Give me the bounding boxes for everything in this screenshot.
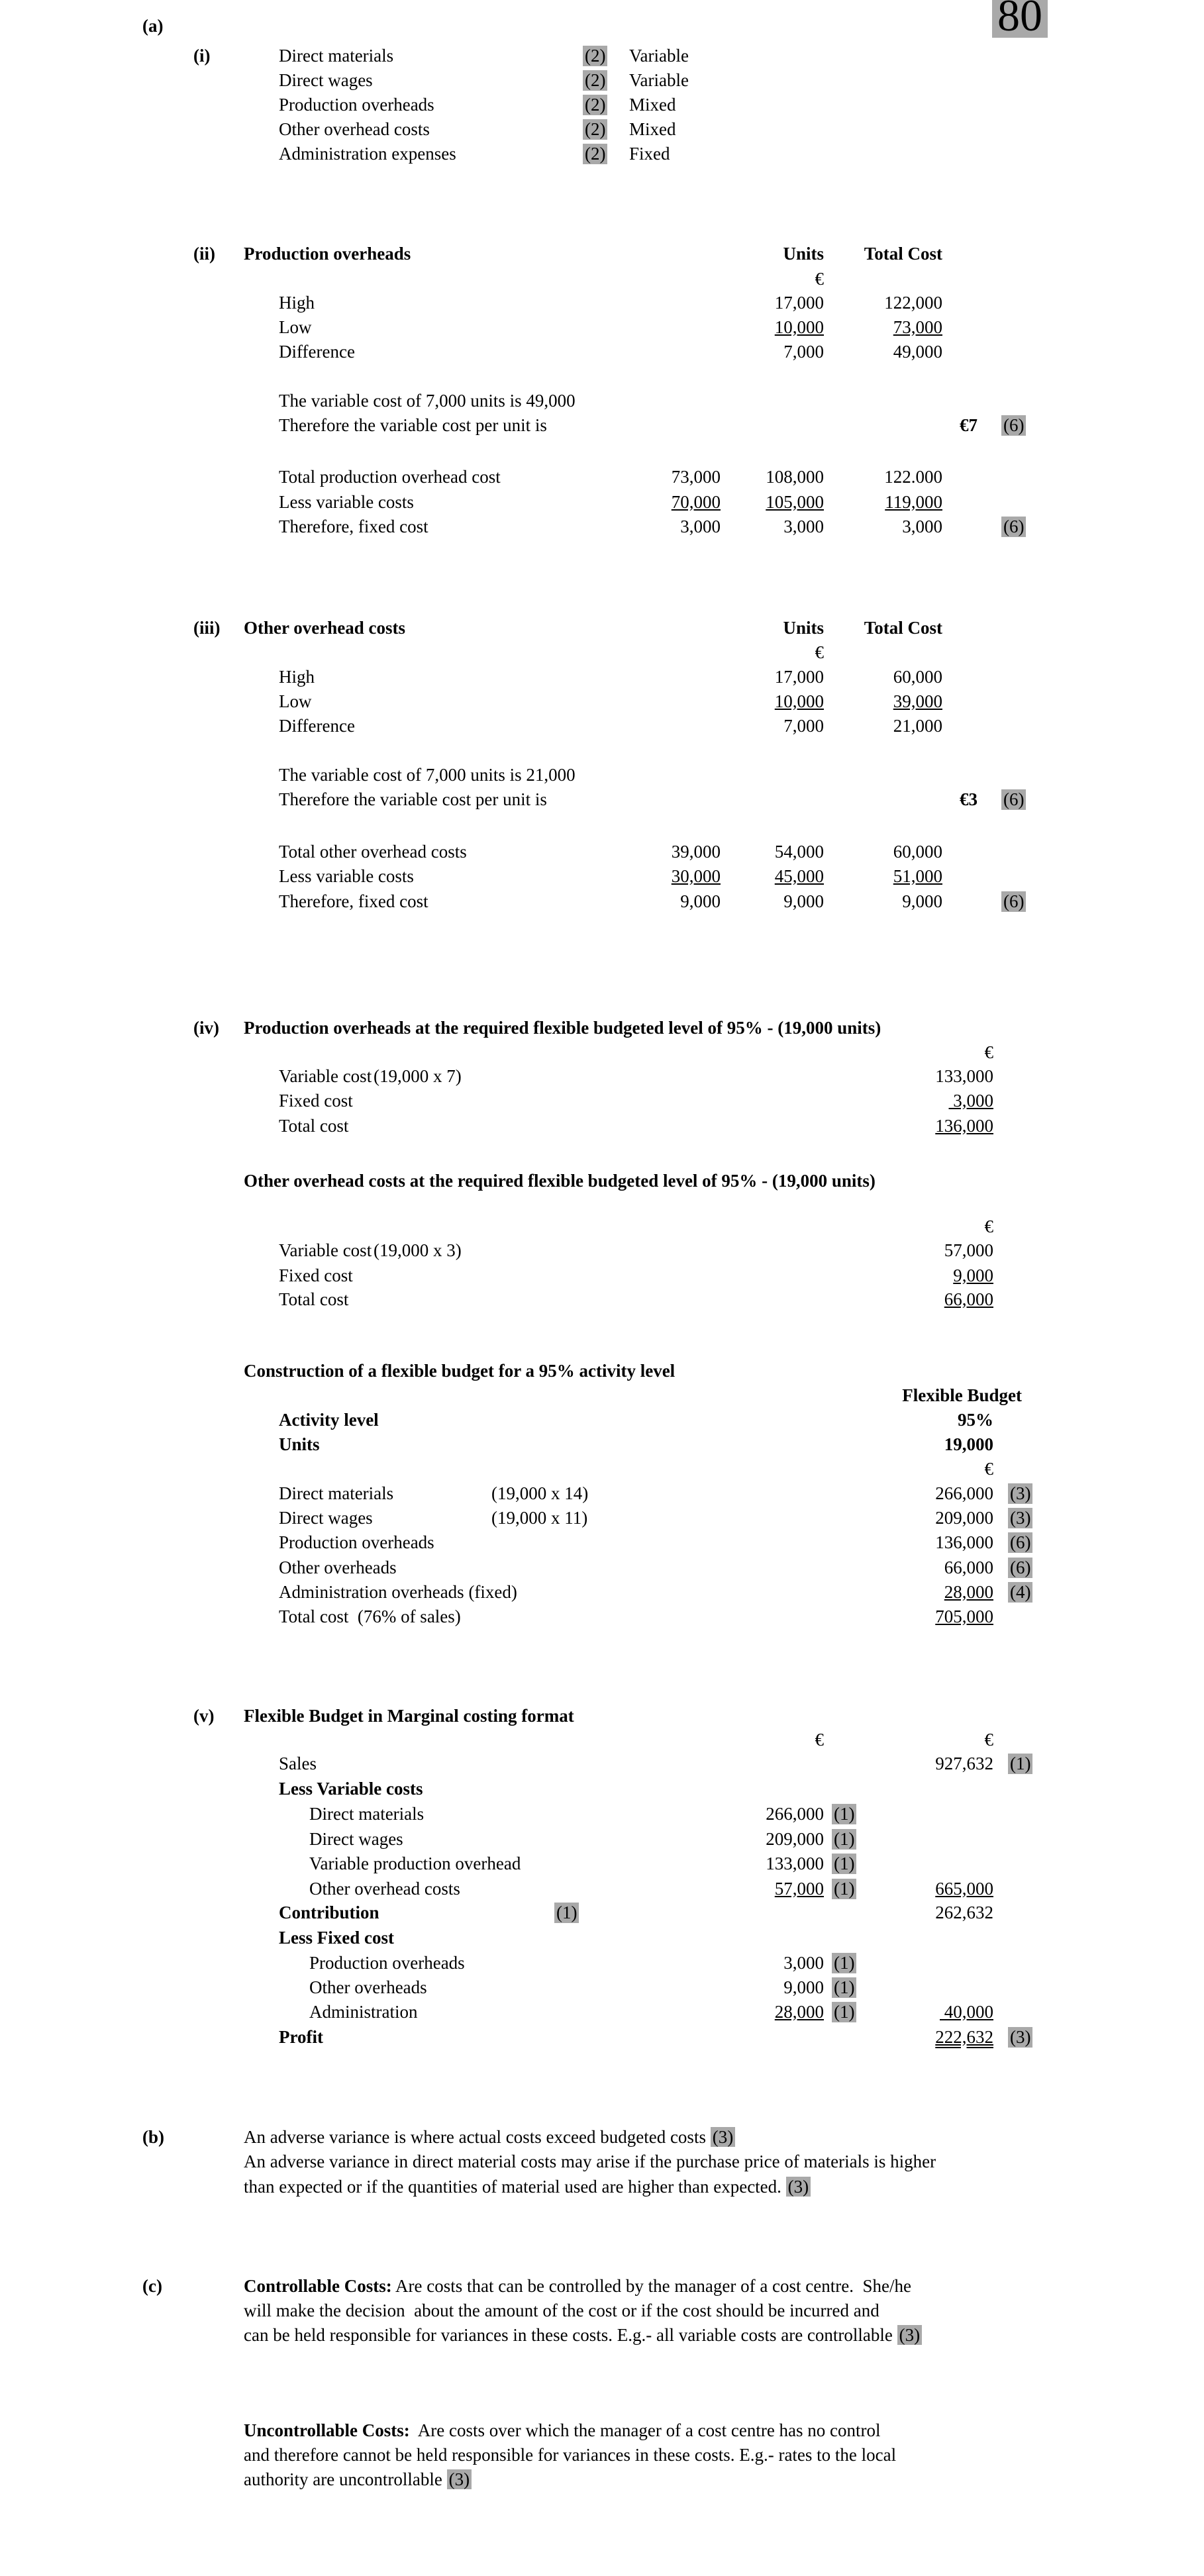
value-cell: 57,000 bbox=[774, 1879, 824, 1899]
table-row bbox=[0, 467, 1204, 493]
row-label: Less variable costs bbox=[279, 866, 414, 886]
row-label: Therefore, fixed cost bbox=[279, 517, 428, 536]
mark-badge: (3) bbox=[786, 2177, 811, 2197]
mark-badge: (1) bbox=[832, 1804, 856, 1824]
row-label: Other overheads bbox=[309, 1977, 427, 1997]
col-b-cell: 3,000 bbox=[783, 517, 824, 536]
part-v-header bbox=[0, 1706, 1204, 1732]
part-b-line bbox=[0, 2127, 1204, 2154]
budget-row bbox=[0, 1558, 1204, 1584]
mark-badge: (3) bbox=[1008, 1483, 1032, 1504]
budget-total-row bbox=[0, 1607, 1204, 1633]
euro-row bbox=[0, 269, 1204, 295]
section-b-label: (b) bbox=[142, 2127, 164, 2147]
value-cell: 209,000 bbox=[766, 1829, 824, 1849]
paragraph-line: authority are uncontrollable (3) bbox=[244, 2469, 472, 2490]
mark-badge: (3) bbox=[711, 2127, 735, 2147]
mark-badge: (3) bbox=[1008, 2027, 1032, 2048]
row-label: Variable cost bbox=[279, 1240, 372, 1260]
budget-row bbox=[0, 1582, 1204, 1609]
value-cell: 19,000 bbox=[944, 1434, 993, 1454]
less-fixed-heading bbox=[0, 1928, 1204, 1954]
col-b-cell: 54,000 bbox=[774, 842, 824, 862]
note-row bbox=[0, 765, 1204, 791]
variable-cost-row bbox=[0, 1829, 1204, 1856]
calc-row bbox=[0, 1240, 1204, 1267]
value-cell: 9,000 bbox=[953, 1265, 993, 1285]
subtotal-cell: 40,000 bbox=[940, 2002, 993, 2022]
contribution-row bbox=[0, 1903, 1204, 1929]
row-label: Fixed cost bbox=[279, 1091, 353, 1111]
col-a-cell: 3,000 bbox=[680, 517, 721, 536]
euro-row bbox=[0, 1042, 1204, 1069]
value-cell: 9,000 bbox=[783, 1977, 824, 1997]
part-i-label: (i) bbox=[193, 46, 211, 66]
table-row bbox=[0, 517, 1204, 543]
note-text: Therefore the variable cost per unit is bbox=[279, 415, 547, 435]
row-label: Low bbox=[279, 691, 312, 711]
value-cell: 3,000 bbox=[948, 1091, 993, 1111]
units-cell: 17,000 bbox=[774, 667, 824, 687]
euro-row bbox=[0, 1730, 1204, 1756]
profit-row bbox=[0, 2027, 1204, 2054]
value-cell: 222,632 bbox=[935, 2027, 993, 2047]
total-cell: 39,000 bbox=[893, 691, 942, 711]
classification-row bbox=[0, 70, 1204, 97]
row-label: Contribution bbox=[279, 1903, 379, 1922]
budget-row bbox=[0, 1508, 1204, 1534]
difference-row bbox=[0, 716, 1204, 742]
fixed-cost-row bbox=[0, 1977, 1204, 2004]
part-ii-label: (ii) bbox=[193, 244, 215, 264]
col-c-cell: 60,000 bbox=[893, 842, 942, 862]
row-label: Total cost bbox=[279, 1289, 349, 1309]
row-label: Other overhead costs bbox=[309, 1879, 460, 1899]
paragraph-line: and therefore cannot be held responsible for variances in these costs. E.g.- rates to the local bbox=[244, 2445, 897, 2465]
block2-header bbox=[0, 1171, 1204, 1197]
row-label: Administration overheads (fixed) bbox=[279, 1582, 517, 1602]
row-label: Total production overhead cost bbox=[279, 467, 501, 487]
paragraph-line: can be held responsible for variances in these costs. E.g.- all variable costs are controllable (3) bbox=[244, 2325, 922, 2346]
cost-type: Variable bbox=[629, 46, 689, 66]
row-label: Units bbox=[279, 1434, 320, 1454]
total-cell: 73,000 bbox=[893, 317, 942, 337]
col-a-cell: 39,000 bbox=[671, 842, 721, 862]
mark-badge: (2) bbox=[583, 144, 607, 164]
part-v-title: Flexible Budget in Marginal costing format bbox=[244, 1706, 574, 1726]
part-c-line bbox=[0, 2325, 1204, 2352]
row-label: Other overheads bbox=[279, 1558, 397, 1577]
euro-row bbox=[0, 1216, 1204, 1243]
value-cell: 57,000 bbox=[944, 1240, 993, 1260]
activity-level-row bbox=[0, 1410, 1204, 1436]
col-a-cell: 9,000 bbox=[680, 891, 721, 911]
mark-badge: (1) bbox=[832, 1829, 856, 1850]
formula: (19,000 x 14) bbox=[491, 1483, 589, 1503]
classification-row bbox=[0, 119, 1204, 146]
row-label: Less variable costs bbox=[279, 492, 414, 512]
calc-row bbox=[0, 1289, 1204, 1316]
table-row bbox=[0, 842, 1204, 868]
high-row bbox=[0, 667, 1204, 693]
part-b-line bbox=[0, 2152, 1204, 2178]
value-cell: 266,000 bbox=[935, 1483, 993, 1503]
row-label: Direct wages bbox=[279, 1508, 373, 1528]
units-header: Units bbox=[783, 618, 824, 638]
col-a-cell: 30,000 bbox=[671, 866, 721, 886]
paragraph-line: will make the decision about the amount of the cost or if the cost should be incurred and bbox=[244, 2301, 879, 2320]
calc-row bbox=[0, 1066, 1204, 1093]
paragraph-line: Uncontrollable Costs: Are costs over which the manager of a cost centre has no control bbox=[244, 2420, 881, 2440]
section-a bbox=[0, 16, 1204, 42]
part-c-line bbox=[0, 2445, 1204, 2471]
mark-badge: (6) bbox=[1008, 1558, 1032, 1578]
col-b-cell: 45,000 bbox=[774, 866, 824, 886]
col-b-cell: 9,000 bbox=[783, 891, 824, 911]
calc-row bbox=[0, 1265, 1204, 1292]
mark-badge: (2) bbox=[583, 95, 607, 115]
value-cell: 28,000 bbox=[944, 1582, 993, 1602]
row-label: Difference bbox=[279, 342, 355, 362]
fixed-cost-row bbox=[0, 2002, 1204, 2028]
row-label: Activity level bbox=[279, 1410, 379, 1430]
block1-title: Production overheads at the required flexible budgeted level of 95% - (19,000 units) bbox=[244, 1018, 881, 1038]
group-heading: Less Variable costs bbox=[279, 1779, 423, 1799]
units-cell: 10,000 bbox=[774, 317, 824, 337]
total-cost-header: Total Cost bbox=[864, 618, 942, 638]
row-label: Profit bbox=[279, 2027, 323, 2047]
mark-badge: (6) bbox=[1001, 517, 1026, 537]
value-cell: 133,000 bbox=[935, 1066, 993, 1086]
col-c-cell: 119,000 bbox=[885, 492, 942, 512]
paragraph-line: than expected or if the quantities of material used are higher than expected. (3) bbox=[244, 2177, 811, 2197]
col-c-cell: 3,000 bbox=[902, 517, 942, 536]
mark-badge: (1) bbox=[832, 1854, 856, 1874]
units-cell: 10,000 bbox=[774, 691, 824, 711]
note-row bbox=[0, 391, 1204, 417]
value-cell: 136,000 bbox=[935, 1532, 993, 1552]
euro-symbol: € bbox=[815, 269, 824, 289]
row-label: Low bbox=[279, 317, 312, 337]
variable-cost-row bbox=[0, 1854, 1204, 1880]
calc-row bbox=[0, 1116, 1204, 1142]
row-label: Production overheads bbox=[309, 1953, 465, 1973]
cost-type: Fixed bbox=[629, 144, 670, 164]
col-c-cell: 122.000 bbox=[884, 467, 942, 487]
cost-item: Production overheads bbox=[279, 95, 434, 115]
value-cell: 262,632 bbox=[935, 1903, 993, 1922]
part-b-line bbox=[0, 2177, 1204, 2203]
mark-badge: (1) bbox=[832, 1879, 856, 1899]
unit-cost-row bbox=[0, 415, 1204, 442]
units-cell: 7,000 bbox=[783, 342, 824, 362]
less-variable-heading bbox=[0, 1779, 1204, 1805]
row-label: Direct wages bbox=[309, 1829, 403, 1849]
fixed-cost-row bbox=[0, 1953, 1204, 1979]
euro-symbol: € bbox=[984, 1459, 993, 1479]
part-c-line bbox=[0, 2276, 1204, 2303]
unit-cost-value: €7 bbox=[960, 415, 978, 435]
unit-cost-row bbox=[0, 789, 1204, 816]
low-row bbox=[0, 317, 1204, 344]
unit-cost-value: €3 bbox=[960, 789, 978, 809]
row-label: Total other overhead costs bbox=[279, 842, 467, 862]
total-cell: 60,000 bbox=[893, 667, 942, 687]
value-cell: 95% bbox=[958, 1410, 993, 1430]
table-row bbox=[0, 866, 1204, 893]
euro-symbol: € bbox=[984, 1730, 993, 1750]
mark-badge: (2) bbox=[583, 70, 607, 91]
cost-type: Mixed bbox=[629, 95, 676, 115]
total-cost-header: Total Cost bbox=[864, 244, 942, 264]
part-iii-title: Other overhead costs bbox=[244, 618, 405, 638]
formula: (19,000 x 11) bbox=[491, 1508, 588, 1528]
mark-badge: (1) bbox=[554, 1903, 579, 1923]
col-c-cell: 51,000 bbox=[893, 866, 942, 886]
row-label: Direct materials bbox=[279, 1483, 394, 1503]
units-cell: 7,000 bbox=[783, 716, 824, 736]
total-cell: 49,000 bbox=[893, 342, 942, 362]
euro-symbol: € bbox=[815, 642, 824, 662]
euro-symbol: € bbox=[984, 1216, 993, 1236]
classification-row bbox=[0, 144, 1204, 170]
part-c-line bbox=[0, 2301, 1204, 2327]
part-c-line bbox=[0, 2469, 1204, 2496]
row-label: Variable cost bbox=[279, 1066, 372, 1086]
formula: (19,000 x 3) bbox=[374, 1240, 462, 1260]
calc-row bbox=[0, 1091, 1204, 1117]
euro-symbol: € bbox=[815, 1730, 824, 1750]
mark-badge: (3) bbox=[1008, 1508, 1032, 1528]
column-header: Flexible Budget bbox=[902, 1385, 1022, 1405]
section-c-label: (c) bbox=[142, 2276, 162, 2296]
value-cell: 28,000 bbox=[774, 2002, 824, 2022]
row-label: Variable production overhead bbox=[309, 1854, 521, 1873]
mark-badge: (1) bbox=[832, 1953, 856, 1973]
mark-badge: (2) bbox=[583, 46, 607, 66]
row-label: High bbox=[279, 667, 315, 687]
part-c-line bbox=[0, 2420, 1204, 2447]
paragraph-line: Controllable Costs: Are costs that can be controlled by the manager of a cost centre. She/he bbox=[244, 2276, 911, 2296]
mark-badge: (1) bbox=[832, 1977, 856, 1998]
part-ii-header bbox=[0, 244, 1204, 270]
variable-cost-row bbox=[0, 1804, 1204, 1830]
high-row bbox=[0, 293, 1204, 319]
mark-badge: (6) bbox=[1008, 1532, 1032, 1553]
group-heading: Less Fixed cost bbox=[279, 1928, 394, 1948]
table-row bbox=[0, 891, 1204, 918]
subtotal-cell: 665,000 bbox=[935, 1879, 993, 1899]
euro-row bbox=[0, 642, 1204, 669]
mark-badge: (6) bbox=[1001, 789, 1026, 810]
col-c-cell: 9,000 bbox=[902, 891, 942, 911]
row-label: Sales bbox=[279, 1754, 317, 1773]
classification-row bbox=[0, 46, 1204, 72]
budget-row bbox=[0, 1483, 1204, 1510]
row-label: Therefore, fixed cost bbox=[279, 891, 428, 911]
mark-badge: (6) bbox=[1001, 891, 1026, 912]
difference-row bbox=[0, 342, 1204, 368]
value-cell: 66,000 bbox=[944, 1289, 993, 1309]
paragraph-line: An adverse variance is where actual costs exceed budgeted costs (3) bbox=[244, 2127, 735, 2148]
mark-badge: (4) bbox=[1008, 1582, 1032, 1603]
mark-badge: (3) bbox=[897, 2325, 922, 2345]
value-cell: 705,000 bbox=[935, 1607, 993, 1626]
note-text: The variable cost of 7,000 units is 21,000 bbox=[279, 765, 576, 785]
euro-row bbox=[0, 1459, 1204, 1485]
col-b-cell: 105,000 bbox=[766, 492, 824, 512]
cost-item: Other overhead costs bbox=[279, 119, 430, 139]
part-ii-title: Production overheads bbox=[244, 244, 411, 264]
mark-badge: (1) bbox=[832, 2002, 856, 2022]
row-label: Total cost bbox=[279, 1116, 349, 1136]
units-cell: 17,000 bbox=[774, 293, 824, 313]
col-b-cell: 108,000 bbox=[766, 467, 824, 487]
mark-badge: (2) bbox=[583, 119, 607, 140]
section-a-label: (a) bbox=[142, 16, 164, 36]
value-cell: 3,000 bbox=[783, 1953, 824, 1973]
row-label: Total cost (76% of sales) bbox=[279, 1607, 461, 1626]
part-iv-header bbox=[0, 1018, 1204, 1044]
value-cell: 133,000 bbox=[766, 1854, 824, 1873]
col-a-cell: 73,000 bbox=[671, 467, 721, 487]
formula: (19,000 x 7) bbox=[374, 1066, 462, 1086]
part-iii-header bbox=[0, 618, 1204, 644]
value-cell: 927,632 bbox=[935, 1754, 993, 1773]
part-v-label: (v) bbox=[193, 1706, 215, 1726]
total-cell: 122,000 bbox=[884, 293, 942, 313]
low-row bbox=[0, 691, 1204, 718]
table-row bbox=[0, 492, 1204, 519]
cost-type: Variable bbox=[629, 70, 689, 90]
units-row bbox=[0, 1434, 1204, 1461]
classification-row bbox=[0, 95, 1204, 121]
budget-row bbox=[0, 1532, 1204, 1559]
cost-item: Direct wages bbox=[279, 70, 373, 90]
paragraph-line: An adverse variance in direct material costs may arise if the purchase price of materials is higher bbox=[244, 2152, 936, 2171]
mark-badge: (1) bbox=[1008, 1754, 1032, 1774]
note-text: The variable cost of 7,000 units is 49,000 bbox=[279, 391, 576, 411]
block3-header bbox=[0, 1361, 1204, 1387]
mark-badge: (3) bbox=[447, 2469, 472, 2489]
col-a-cell: 70,000 bbox=[671, 492, 721, 512]
sales-row bbox=[0, 1754, 1204, 1780]
cost-type: Mixed bbox=[629, 119, 676, 139]
row-label: Fixed cost bbox=[279, 1265, 353, 1285]
value-cell: 136,000 bbox=[935, 1116, 993, 1136]
units-header: Units bbox=[783, 244, 824, 264]
total-cell: 21,000 bbox=[893, 716, 942, 736]
row-label: Administration bbox=[309, 2002, 418, 2022]
block2-title: Other overhead costs at the required flexible budgeted level of 95% - (19,000 units) bbox=[244, 1171, 876, 1191]
total-mark-badge: 80 bbox=[992, 0, 1048, 38]
value-cell: 66,000 bbox=[944, 1558, 993, 1577]
flexible-budget-header bbox=[0, 1385, 1204, 1412]
cost-item: Administration expenses bbox=[279, 144, 456, 164]
part-iii-label: (iii) bbox=[193, 618, 221, 638]
row-label: Difference bbox=[279, 716, 355, 736]
row-label: Direct materials bbox=[309, 1804, 425, 1824]
note-text: Therefore the variable cost per unit is bbox=[279, 789, 547, 809]
value-cell: 266,000 bbox=[766, 1804, 824, 1824]
mark-badge: (6) bbox=[1001, 415, 1026, 436]
euro-symbol: € bbox=[984, 1042, 993, 1062]
row-label: Production overheads bbox=[279, 1532, 434, 1552]
block3-title: Construction of a flexible budget for a 95% activity level bbox=[244, 1361, 676, 1381]
cost-item: Direct materials bbox=[279, 46, 394, 66]
part-iv-label: (iv) bbox=[193, 1018, 219, 1038]
value-cell: 209,000 bbox=[935, 1508, 993, 1528]
variable-cost-row bbox=[0, 1879, 1204, 1905]
row-label: High bbox=[279, 293, 315, 313]
